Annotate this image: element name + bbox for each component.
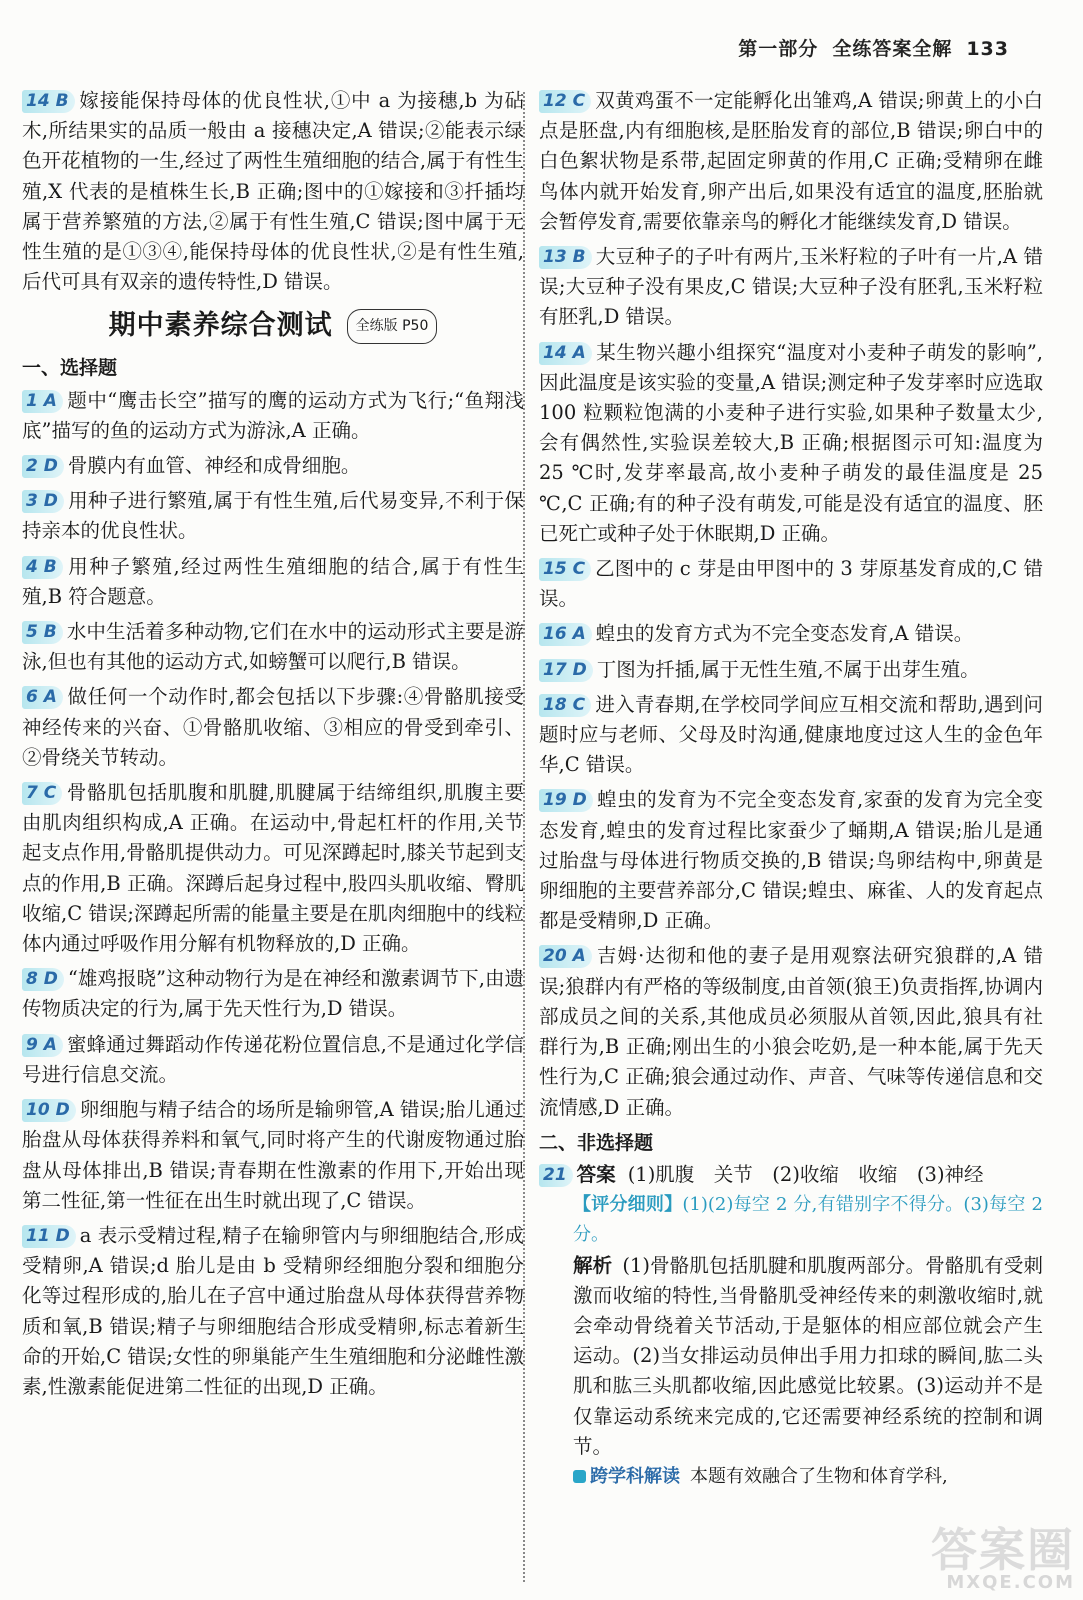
answer-label: 答案 — [576, 1162, 616, 1186]
answer-item — [22, 1221, 524, 1402]
answer-item — [22, 682, 524, 773]
square-icon — [573, 1470, 586, 1483]
question-number-badge: 12 C — [539, 90, 591, 113]
answer-text: 某生物兴趣小组探究“温度对小麦种子萌发的影响”,因此温度是该实验的变量,A 错误;测定种子发芽率时应选取 100 粒颗粒饱满的小麦种子进行实验,如果种子数量太少,会有偶然性,实验误差较大,B 正确;根据图示可知:温度为 25 ℃时,发芽率最高,故小麦种子萌发的最佳温度是 25 ℃,C 正确;有的种子没有萌发,可能是没有适宜的温度、胚已死亡或种子处于休眠期,D 正确。 — [539, 340, 1043, 545]
answer-item — [539, 655, 1043, 685]
question-number-badge: 11 D — [22, 1225, 76, 1248]
answer-text: 蜜蜂通过舞蹈动作传递花粉位置信息,不是通过化学信号进行信息交流。 — [22, 1032, 524, 1086]
question-number-badge: 2 D — [22, 455, 64, 478]
answer-item-21 — [539, 1160, 1043, 1492]
analysis-block — [539, 1251, 1043, 1462]
right-column — [539, 86, 1043, 1497]
question-number-badge: 9 A — [22, 1034, 63, 1057]
answer-text: 骨骼肌包括肌腹和肌腱,肌腱属于结缔组织,肌腹主要由肌肉组织构成,A 正确。在运动中,骨起杠杆的作用,关节起支点作用,骨骼肌提供动力。可见深蹲起时,膝关节起到支点的作用,B 正确。深蹲后起身过程中,股四头肌收缩、臀肌收缩,C 错误;深蹲起所需的能量主要是在肌肉细胞中的线粒体内通过呼吸作用分解有机物释放的,D 正确。 — [22, 781, 524, 956]
rubric-text: (1)(2)每空 2 分,有错别字不得分。(3)每空 2 分。 — [573, 1194, 1044, 1246]
section-title-block — [22, 309, 524, 345]
cross-discipline-text: 本题有效融合了生物和体育学科, — [690, 1465, 948, 1487]
page-header — [738, 34, 1009, 61]
question-number-badge: 16 A — [539, 623, 592, 646]
part-heading-choice: 一、选择题 — [22, 357, 118, 380]
question-number-badge: 19 D — [539, 789, 593, 812]
watermark-text: 答案圈 — [931, 1523, 1075, 1577]
answer-text: 嫁接能保持母体的优良性状,①中 a 为接穗,b 为砧木,所结果实的品质一般由 a 接穗决定,A 错误;②能表示绿色开花植物的一生,经过了两性生殖细胞的结合,属于有性生殖,X 代表的是植株生长,B 正确;图中的①嫁接和③扦插均属于营养繁殖的方法,②属于有性生殖,C 错误;图中属于无性生殖的是①③④,能保持母体的优良性状,②是有性生殖,后代可具有双亲的遗传特性,D 错误。 — [22, 89, 524, 294]
answer-item — [539, 554, 1043, 614]
answer-item — [22, 386, 524, 446]
answer-text: 题中“鹰击长空”描写的鹰的运动方式为飞行;“鱼翔浅底”描写的鱼的运动方式为游泳,A 正确。 — [22, 388, 524, 442]
question-number-badge: 10 D — [22, 1099, 76, 1122]
answer-item — [22, 964, 524, 1024]
left-column — [22, 86, 524, 1407]
answer-text: 用种子繁殖,经过两性生殖细胞的结合,属于有性生殖,B 符合题意。 — [22, 554, 524, 608]
answer-text: 进入青春期,在学校同学间应互相交流和帮助,遇到问题时应与老师、父母及时沟通,健康地度过这人生的金色年华,C 错误。 — [539, 692, 1043, 777]
question-number-badge: 18 C — [539, 694, 591, 717]
answer-item — [539, 86, 1043, 237]
answer-item — [22, 552, 524, 612]
answer-item — [539, 338, 1043, 549]
section-title: 期中素养综合测试 — [108, 310, 333, 342]
question-number-badge: 7 C — [22, 782, 62, 805]
answer-text: a 表示受精过程,精子在输卵管内与卵细胞结合,形成受精卵,A 错误;d 胎儿是由 b 受精卵经细胞分裂和细胞分化等过程形成的,胎儿在子宫中通过胎盘从母体获得营养物质和氧,B 错误;精子与卵细胞结合形成受精卵,标志着新生命的开始,C 错误;女性的卵巢能产生生殖细胞和分泌雌性激素,性激素能促进第二性征的出现,D 正确。 — [22, 1223, 524, 1398]
answer-item — [539, 785, 1043, 936]
question-number-badge: 8 D — [22, 968, 64, 991]
question-number-badge: 5 B — [22, 621, 63, 644]
answer-item — [539, 690, 1043, 781]
answer-item — [22, 778, 524, 959]
answer-text: “雄鸡报晓”这种动物行为是在神经和激素调节下,由遗传物质决定的行为,属于先天性行为,D 错误。 — [22, 967, 524, 1021]
answer-text: 丁图为扦插,属于无性生殖,不属于出芽生殖。 — [596, 657, 980, 681]
answer-text: 吉姆·达彻和他的妻子是用观察法研究狼群的,A 错误;狼群内有严格的等级制度,由首领(狼王)负责指挥,协调内部成员之间的关系,其他成员必须服从首领,因此,狼具有社群行为,B 正确;刚出生的小狼会吃奶,是一种本能,属于先天性行为,C 正确;狼会通过动作、声音、气味等传递信息和交流情感,D 正确。 — [539, 944, 1043, 1119]
question-number-badge: 1 A — [22, 390, 63, 413]
answer-text: 大豆种子的子叶有两片,玉米籽粒的子叶有一片,A 错误;大豆种子没有果皮,C 错误;大豆种子没有胚乳,玉米籽粒有胚乳,D 错误。 — [539, 245, 1043, 329]
question-number-badge: 21 — [539, 1164, 573, 1187]
part-heading-nonchoice: 二、非选择题 — [539, 1131, 654, 1154]
watermark-url: MXQE.COM — [946, 1572, 1075, 1593]
answer-text: 蝗虫的发育方式为不完全变态发育,A 错误。 — [595, 622, 974, 646]
question-number-badge: 15 C — [539, 558, 591, 581]
answer-item — [539, 941, 1043, 1122]
analysis-text: (1)骨骼肌包括肌腱和肌腹两部分。骨骼肌有受刺激而收缩的特性,当骨骼肌受神经传来的刺激收缩时,就会牵动骨绕着关节活动,于是躯体的相应部位就会产生运动。(2)当女排运动员伸出手用力扣球的瞬间,肱二头肌和肱三头肌都收缩,因此感觉比较累。(3)运动并不是仅靠运动系统来完成的,它还需要神经系统的控制和调节。 — [573, 1253, 1043, 1458]
question-number-badge: 20 A — [539, 945, 592, 968]
question-number-badge: 13 B — [539, 246, 592, 269]
answer-text: 蝗虫的发育为不完全变态发育,家蚕的发育为完全变态发育,蝗虫的发育过程比家蚕少了蛹期,A 错误;胎儿是通过胎盘与母体进行物质交换的,B 错误;鸟卵结构中,卵黄是卵细胞的主要营养部分,C 错误;蝗虫、麻雀、人的发育起点都是受精卵,D 正确。 — [539, 788, 1043, 933]
header-section: 第一部分 — [738, 38, 819, 60]
answer-text: 用种子进行繁殖,属于有性生殖,后代易变异,不利于保持亲本的优良性状。 — [22, 489, 524, 543]
question-number-badge: 14 B — [22, 90, 75, 113]
answer-text: (1)肌腹 关节 (2)收缩 收缩 (3)神经 — [627, 1162, 984, 1186]
answer-item — [22, 1095, 524, 1216]
cross-discipline-note — [539, 1462, 1043, 1492]
section-reference-badge: 全练版 P50 — [347, 309, 438, 343]
question-number-badge: 3 D — [22, 490, 64, 513]
answer-item — [539, 619, 1043, 649]
answer-text: 双黄鸡蛋不一定能孵化出雏鸡,A 错误;卵黄上的小白点是胚盘,内有细胞核,是胚胎发育的部位,B 错误;卵白中的白色絮状物是系带,起固定卵黄的作用,C 正确;受精卵在雌鸟体内就开始发育,卵产出后,如果没有适宜的温度,胚胎就会暂停发育,需要依靠亲鸟的孵化才能继续发育,D 错误。 — [539, 89, 1043, 233]
answer-item — [539, 242, 1043, 333]
page-number: 133 — [966, 38, 1009, 60]
answer-item-14-prev — [22, 86, 524, 297]
answer-item — [22, 617, 524, 677]
question-number-badge: 14 A — [539, 342, 592, 365]
left-answer-list — [22, 386, 524, 1403]
watermark-logo — [925, 1523, 1075, 1594]
answer-text: 做任何一个动作时,都会包括以下步骤:④骨骼肌接受神经传来的兴奋、①骨骼肌收缩、③相应的骨受到牵引、②骨绕关节转动。 — [22, 685, 524, 769]
cross-discipline-label — [573, 1462, 680, 1492]
answer-item — [22, 486, 524, 546]
right-answer-list — [539, 86, 1043, 1123]
cross-discipline-label-text: 跨学科解读 — [590, 1465, 680, 1487]
question-number-badge: 6 A — [22, 686, 63, 709]
rubric-label: 【评分细则】 — [573, 1194, 683, 1216]
analysis-label: 解析 — [573, 1253, 613, 1277]
answer-item — [22, 451, 524, 481]
header-book-title: 全练答案全解 — [832, 38, 953, 60]
answer-text: 卵细胞与精子结合的场所是输卵管,A 错误;胎儿通过胎盘从母体获得养料和氧气,同时将产生的代谢废物通过胎盘从母体排出,B 错误;青春期在性激素的作用下,开始出现第二性征,第一性征在出生时就出现了,C 错误。 — [22, 1098, 524, 1212]
scoring-rubric — [539, 1190, 1043, 1250]
answer-text: 乙图中的 c 芽是由甲图中的 3 芽原基发育成的,C 错误。 — [539, 557, 1043, 611]
answer-text: 骨膜内有血管、神经和成骨细胞。 — [67, 454, 361, 478]
question-number-badge: 17 D — [539, 659, 593, 682]
answer-item — [22, 1030, 524, 1090]
question-number-badge: 4 B — [22, 556, 63, 579]
answer-text: 水中生活着多种动物,它们在水中的运动形式主要是游泳,但也有其他的运动方式,如螃蟹可以爬行,B 错误。 — [22, 620, 524, 674]
